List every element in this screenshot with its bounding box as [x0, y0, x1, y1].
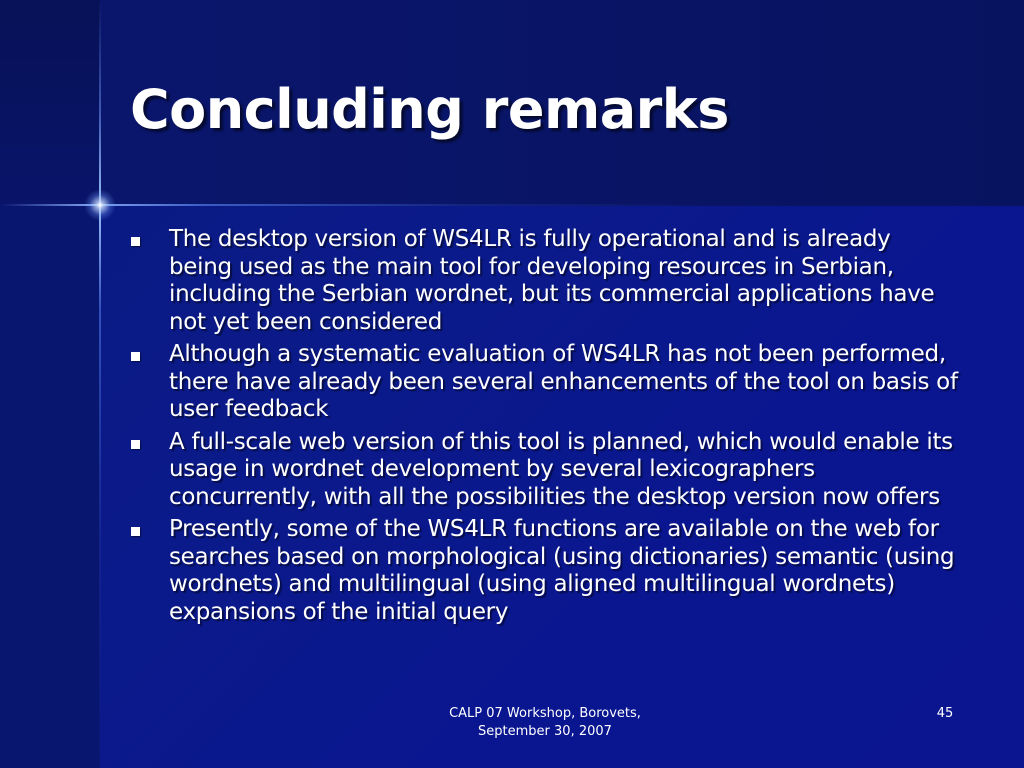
footer-event-line-2: September 30, 2007	[478, 724, 612, 739]
bullet-text: Presently, some of the WS4LR functions are available on the web for searches based on morphological (using dictionaries) semantic (using wordnets) and multilingual (using aligned multilingual wordnets) expansions of the initial query	[169, 516, 955, 625]
square-bullet-icon	[131, 237, 140, 246]
horizontal-accent-line	[0, 204, 1024, 206]
bullet-item-2	[130, 341, 960, 424]
slide-title: Concluding remarks	[130, 78, 729, 141]
bullet-text: The desktop version of WS4LR is fully operational and is already being used as the main tool for developing resources in Serbian, including the Serbian wordnet, but its commercial applications have not yet been considered	[169, 226, 935, 335]
bullet-item-4	[130, 516, 960, 626]
bullet-item-1	[130, 226, 960, 336]
page-number: 45	[936, 706, 954, 721]
vertical-accent-line	[99, 0, 101, 768]
square-bullet-icon	[131, 352, 140, 361]
square-bullet-icon	[131, 440, 140, 449]
footer-event-info	[400, 705, 690, 741]
footer-event-line-1: CALP 07 Workshop, Borovets,	[449, 706, 641, 721]
bullet-item-3	[130, 429, 960, 512]
square-bullet-icon	[131, 527, 140, 536]
light-flare-decoration	[84, 189, 116, 221]
bullet-text: A full-scale web version of this tool is planned, which would enable its usage in wordnet development by several lexicographers concurrently, with all the possibilities the desktop version now offers	[169, 428, 953, 510]
bullet-list	[130, 226, 960, 631]
bullet-text: Although a systematic evaluation of WS4LR has not been performed, there have already been several enhancements of the tool on basis of user feedback	[169, 341, 958, 422]
